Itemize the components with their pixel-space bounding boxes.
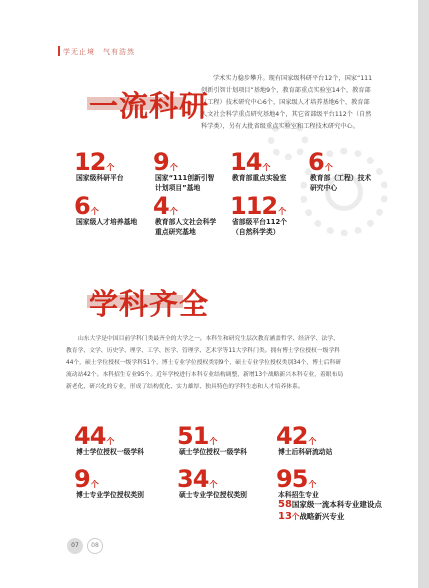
disciplines-paragraph-line: 教育学、文学、历史学、理学、工学、医学、管理学、艺术学等11大学科门类。拥有博士学位授权一级学科 [66, 348, 341, 354]
research-paragraph-line: 学术实力稳步攀升。现有国家级科研平台12个，国家“111 [213, 75, 373, 82]
stat-number: 6 [308, 148, 324, 176]
stat-number: 14 [230, 148, 262, 176]
extra-stat-number: 13 [278, 511, 292, 522]
stat-label-line: 教育部（工程）技术 [310, 174, 372, 182]
stat-label-line: 省部级平台112个 [232, 218, 287, 226]
stat-number: 12 [74, 148, 106, 176]
research-stat-value [230, 192, 286, 220]
stat-unit: 个 [169, 207, 178, 216]
research-stat-value [153, 192, 178, 220]
discipline-stat-label: 博士专业学位授权类别 [76, 491, 144, 499]
discipline-stat-value [276, 422, 316, 450]
stat-number: 95 [276, 465, 308, 493]
stat-unit: 个 [169, 163, 178, 172]
stat-number: 9 [153, 148, 169, 176]
extra-stat-text: 国家级一流本科专业建设点 [291, 500, 382, 509]
stat-unit: 个 [106, 437, 115, 446]
research-paragraph-line: 创新引智计划项目”基地9个，教育部重点实验室14个，教育部 [201, 87, 371, 94]
disciplines-paragraph-line: 流动站42个。本科招生专业95个。近年学校进行本科专业结构调整，新增13个战略新兴本科专业，着眼布局 [66, 372, 344, 378]
extra-stat-unit: 个 [291, 512, 300, 521]
research-stat-label [155, 173, 214, 193]
page-number-right: 08 [87, 538, 103, 554]
page-numbers [67, 538, 103, 554]
stat-number: 6 [74, 192, 90, 220]
research-stat-value [308, 148, 333, 176]
stat-number: 51 [177, 422, 209, 450]
discipline-stat-label: 博士学位授权一级学科 [76, 448, 144, 456]
research-stat-label [310, 173, 371, 193]
discipline-extra-stat [278, 511, 344, 522]
discipline-stat-label: 博士后科研流动站 [278, 448, 333, 456]
research-paragraph-line: 科学类），另有大批省级重点实验室和工程技术研究中心。 [201, 123, 359, 130]
research-paragraph [201, 73, 401, 133]
stat-unit: 个 [278, 207, 287, 216]
stat-label-line: 国家级人才培养基地 [76, 218, 138, 226]
stat-unit: 个 [209, 480, 218, 489]
disciplines-title-block [87, 282, 210, 321]
research-stat-label [232, 217, 287, 237]
discipline-stat-label: 本科招生专业 [278, 491, 319, 499]
stat-number: 9 [74, 465, 90, 493]
stat-number: 112 [230, 192, 278, 220]
discipline-stat-label: 硕士专业学位授权类别 [179, 491, 247, 499]
stat-number: 42 [276, 422, 308, 450]
page-number-left: 07 [67, 538, 83, 554]
extra-stat-number: 58 [278, 499, 292, 510]
page-edge-strip [418, 0, 429, 588]
stat-unit: 个 [106, 163, 115, 172]
research-stat-value [153, 148, 178, 176]
discipline-stat-value [177, 465, 217, 493]
extra-stat-text: 战略新兴专业 [299, 512, 345, 521]
discipline-stat-value [74, 422, 114, 450]
header-tagline: 学无止境 气有浩然 [63, 48, 135, 56]
stat-label-line: 计划项目”基地 [155, 184, 201, 192]
stat-number: 4 [153, 192, 169, 220]
stat-unit: 个 [262, 163, 271, 172]
research-stat-label [76, 173, 124, 183]
stat-label-line: 国家“111创新引智 [155, 174, 215, 182]
stat-number: 44 [74, 422, 106, 450]
stat-label-line: 教育部重点实验室 [232, 174, 287, 182]
stat-label-line: 教育部人文社会科学 [155, 218, 217, 226]
stat-unit: 个 [209, 437, 218, 446]
stat-label-line: （自然科学类） [232, 228, 280, 236]
disciplines-paragraph-line: 44个，硕士学位授权一级学科51个，博士专业学位授权类别9个，硕士专业学位授权类别34个，博士后科研 [66, 360, 342, 366]
research-stat-label [76, 217, 137, 227]
research-paragraph-line: 人文社会科学重点研究基地4个，其它省部级平台112个（自然 [201, 111, 372, 118]
stat-unit: 个 [90, 480, 99, 489]
research-paragraph-line: （工程）技术研究中心6个，国家级人才培养基地6个，教育部 [201, 99, 370, 106]
disciplines-paragraph-line: 山东大学是中国目前学科门类最齐全的大学之一。本科生和研究生层次教育涵盖哲学、经济学、法学、 [78, 336, 339, 342]
research-title-block [87, 84, 210, 123]
discipline-extra-stat [278, 499, 382, 510]
stat-unit: 个 [324, 163, 333, 172]
disciplines-paragraph-line: 新老化、研兴化的专业，形成了结构优化、实力雄厚、独具特色的学科生态和人才培养体系。 [66, 384, 304, 390]
stat-number: 34 [177, 465, 209, 493]
research-title: 一流科研 [89, 89, 210, 123]
disciplines-paragraph [66, 333, 386, 393]
research-stat-label [232, 173, 286, 183]
discipline-stat-value [74, 465, 99, 493]
stat-unit: 个 [308, 437, 317, 446]
research-stat-value [74, 192, 99, 220]
disciplines-title: 学科齐全 [89, 287, 210, 321]
discipline-stat-label: 硕士学位授权一级学科 [179, 448, 247, 456]
discipline-stat-value [177, 422, 217, 450]
stat-unit: 个 [308, 480, 317, 489]
discipline-stat-value [276, 465, 316, 493]
research-stat-value [230, 148, 270, 176]
research-stat-label [155, 217, 216, 237]
stat-label-line: 国家级科研平台 [76, 174, 124, 182]
research-stat-value [74, 148, 114, 176]
stat-label-line: 重点研究基地 [155, 228, 196, 236]
tagline-accent-bar [58, 46, 60, 56]
stat-unit: 个 [90, 207, 99, 216]
stat-label-line: 研究中心 [310, 184, 338, 192]
